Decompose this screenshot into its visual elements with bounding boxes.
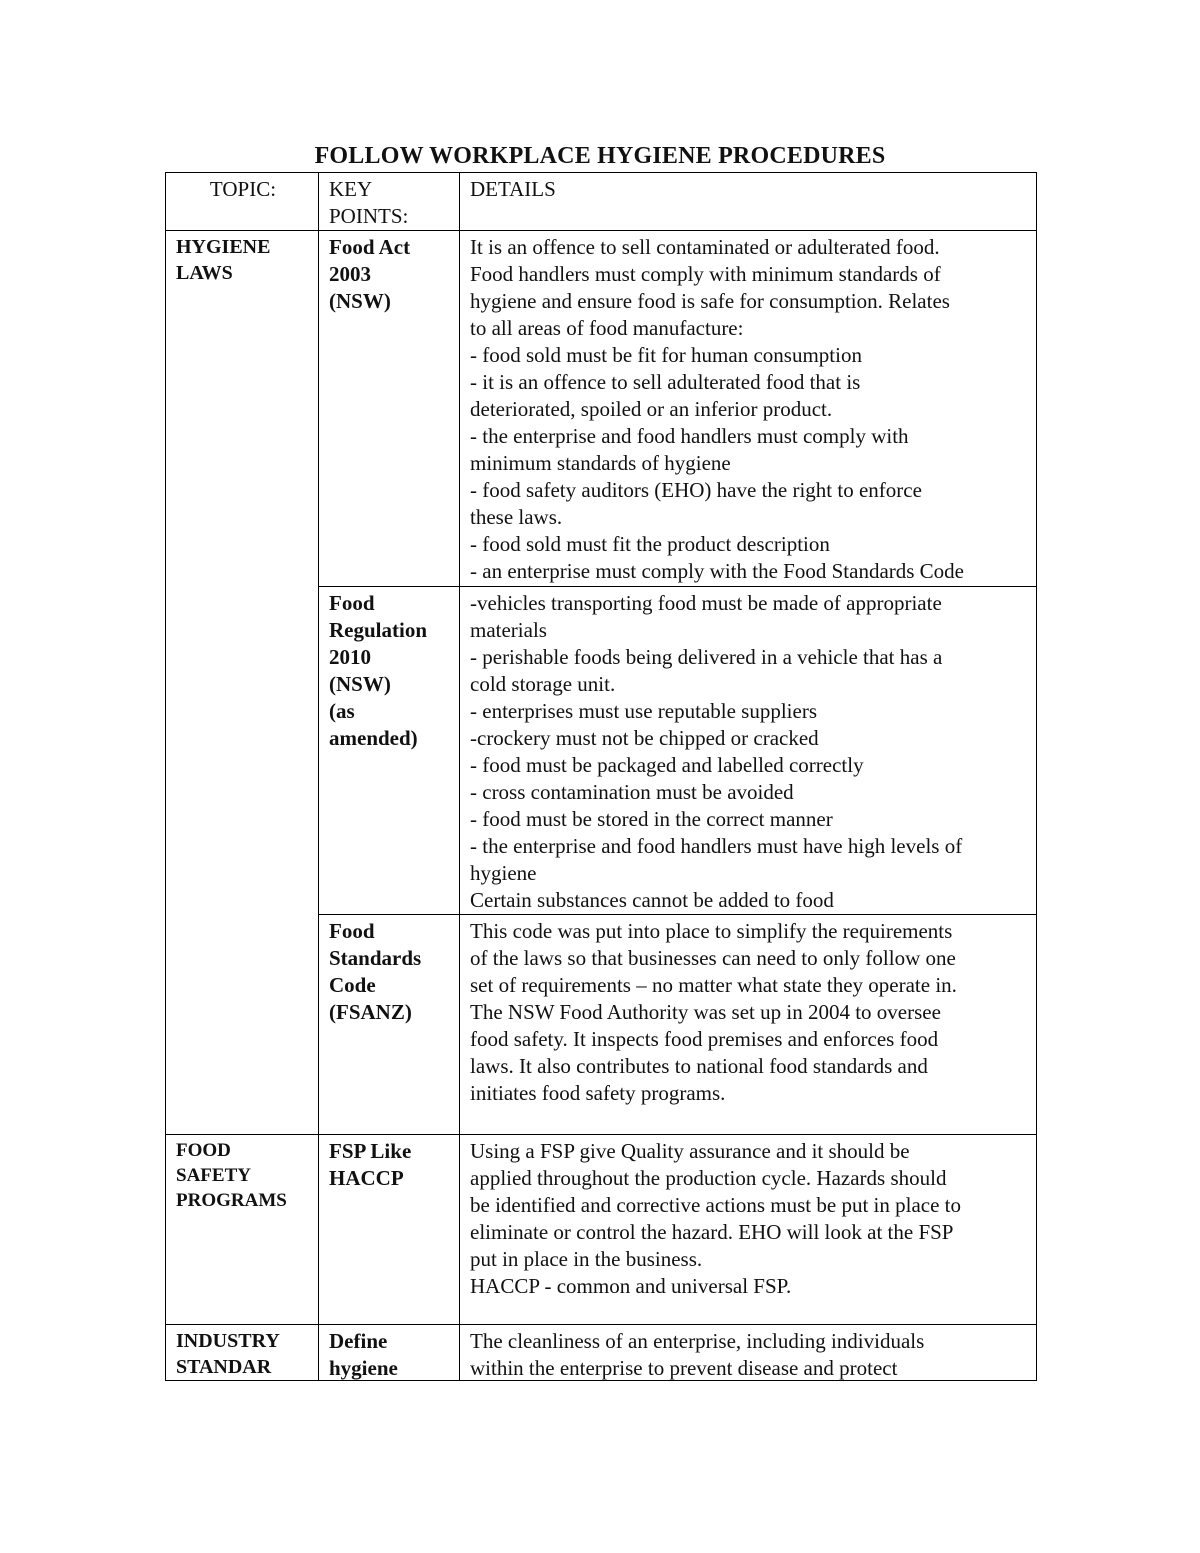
details-food-act [460, 231, 1037, 587]
detail-line: - food safety auditors (EHO) have the right to enforce [470, 478, 922, 502]
header-details [460, 173, 1037, 231]
detail-line: these laws. [470, 505, 563, 529]
topic-line: STANDAR [176, 1356, 272, 1378]
detail-line: to all areas of food manufacture: [470, 316, 744, 340]
detail-line: materials [470, 618, 547, 642]
detail-line: initiates food safety programs. [470, 1081, 726, 1105]
key-point-food-regulation [319, 587, 460, 915]
topic-industry-standards [166, 1325, 319, 1381]
topic-food-safety-programs [166, 1135, 319, 1325]
detail-line: laws. It also contributes to national food standards and [470, 1054, 928, 1078]
detail-line: - perishable foods being delivered in a vehicle that has a [470, 645, 943, 669]
details-fsp-like-haccp [460, 1135, 1037, 1325]
topic-line: HYGIENE [176, 236, 271, 258]
detail-line: -vehicles transporting food must be made of appropriate [470, 591, 942, 615]
topic-line: LAWS [176, 262, 233, 284]
key-line: Food Act [329, 235, 411, 259]
key-line: 2010 [329, 645, 371, 669]
detail-line: - food sold must fit the product description [470, 532, 830, 556]
hygiene-procedures-table [165, 172, 1037, 1381]
topic-line: SAFETY [176, 1165, 251, 1186]
detail-line: - food sold must be fit for human consumption [470, 343, 862, 367]
key-line: amended) [329, 726, 418, 750]
document-title: FOLLOW WORKPLACE HYGIENE PROCEDURES [314, 143, 886, 169]
detail-line: Using a FSP give Quality assurance and it should be [470, 1139, 910, 1163]
table-header-row [166, 173, 1037, 231]
header-topic-label: TOPIC: [209, 177, 277, 201]
topic-line: FOOD [176, 1140, 231, 1161]
detail-line: HACCP - common and universal FSP. [470, 1274, 792, 1298]
key-line: Define [329, 1329, 388, 1353]
detail-line: within the enterprise to prevent disease and protect [470, 1356, 898, 1380]
detail-line: put in place in the business. [470, 1247, 703, 1271]
key-line: HACCP [329, 1166, 404, 1190]
detail-line: Food handlers must comply with minimum standards of [470, 262, 941, 286]
detail-line: This code was put into place to simplify the requirements [470, 919, 953, 943]
details-food-regulation [460, 587, 1037, 915]
table-row [166, 231, 1037, 587]
detail-line: minimum standards of hygiene [470, 451, 731, 475]
topic-line: PROGRAMS [176, 1190, 287, 1211]
detail-line: - cross contamination must be avoided [470, 780, 794, 804]
detail-line: set of requirements – no matter what state they operate in. [470, 973, 957, 997]
key-line: (as [329, 699, 355, 723]
detail-line: -crockery must not be chipped or cracked [470, 726, 819, 750]
key-line: Food [329, 591, 375, 615]
key-point-define-hygiene [319, 1325, 460, 1381]
topic-line: INDUSTRY [176, 1330, 280, 1352]
key-line: (NSW) [329, 672, 391, 696]
detail-line: - the enterprise and food handlers must have high levels of [470, 834, 963, 858]
key-line: (FSANZ) [329, 1000, 412, 1024]
header-key-points-line: KEY [329, 177, 373, 201]
header-key-points-line: POINTS: [329, 204, 409, 228]
detail-line: cold storage unit. [470, 672, 616, 696]
key-point-food-act [319, 231, 460, 587]
detail-line: The NSW Food Authority was set up in 2004 to oversee [470, 1000, 941, 1024]
detail-line: deteriorated, spoiled or an inferior product. [470, 397, 833, 421]
detail-line: applied throughout the production cycle. Hazards should [470, 1166, 947, 1190]
details-define-hygiene [460, 1325, 1037, 1381]
detail-line: - food must be packaged and labelled correctly [470, 753, 864, 777]
key-line: Regulation [329, 618, 428, 642]
detail-line: It is an offence to sell contaminated or adulterated food. [470, 235, 940, 259]
detail-line: hygiene and ensure food is safe for consumption. Relates [470, 289, 950, 313]
header-topic [166, 173, 319, 231]
key-line: Food [329, 919, 375, 943]
detail-line: - enterprises must use reputable suppliers [470, 699, 817, 723]
key-line: 2003 [329, 262, 371, 286]
detail-line: - food must be stored in the correct manner [470, 807, 833, 831]
detail-line: The cleanliness of an enterprise, including individuals [470, 1329, 925, 1353]
topic-hygiene-laws [166, 231, 319, 1135]
table-row [166, 1325, 1037, 1381]
key-line: Code [329, 973, 376, 997]
key-point-food-standards-code [319, 915, 460, 1135]
key-line: hygiene [329, 1356, 398, 1380]
detail-line: - an enterprise must comply with the Food Standards Code [470, 559, 965, 583]
key-point-fsp-like-haccp [319, 1135, 460, 1325]
key-line: (NSW) [329, 289, 391, 313]
detail-line: - the enterprise and food handlers must comply with [470, 424, 909, 448]
table-row [166, 1135, 1037, 1325]
details-food-standards-code [460, 915, 1037, 1135]
key-line: FSP Like [329, 1139, 412, 1163]
detail-line: Certain substances cannot be added to food [470, 888, 834, 912]
detail-line: food safety. It inspects food premises and enforces food [470, 1027, 939, 1051]
detail-line: - it is an offence to sell adulterated food that is [470, 370, 861, 394]
detail-line: hygiene [470, 861, 537, 885]
header-key-points [319, 173, 460, 231]
header-details-label: DETAILS [470, 177, 556, 201]
detail-line: of the laws so that businesses can need to only follow one [470, 946, 956, 970]
detail-line: be identified and corrective actions must be put in place to [470, 1193, 961, 1217]
detail-line: eliminate or control the hazard. EHO will look at the FSP [470, 1220, 954, 1244]
key-line: Standards [329, 946, 422, 970]
